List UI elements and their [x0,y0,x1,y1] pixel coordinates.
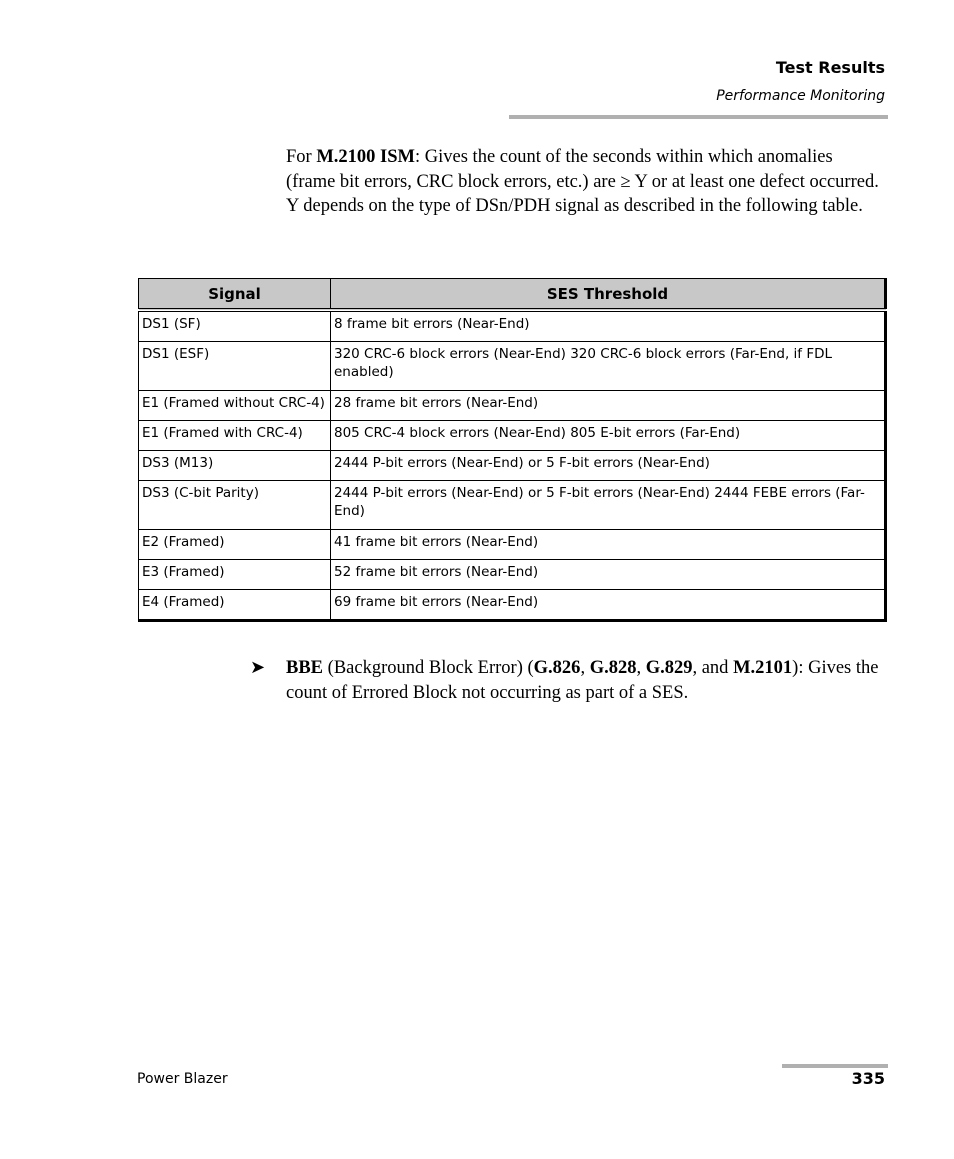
signal-cell: E2 (Framed) [139,530,331,560]
signal-cell: E4 (Framed) [139,590,331,621]
threshold-cell: 41 frame bit errors (Near-End) [331,530,886,560]
bbe-text: Gives the count of Errored Block not occurring as part of a SES. [286,658,879,703]
bbe-paragraph [286,656,886,705]
intro-paragraph [286,145,886,219]
threshold-cell: 52 frame bit errors (Near-End) [331,560,886,590]
bbe-expansion: (Background Block Error) ( [323,658,534,678]
bbe-term: BBE [286,658,324,678]
section-subtitle: Performance Monitoring [716,88,885,104]
threshold-cell: 2444 P-bit errors (Near-End) or 5 F-bit errors (Near-End) 2444 FEBE errors (Far-End) [331,481,886,530]
table-row [139,530,886,560]
table-row [139,590,886,621]
standard-m2101: M.2101 [733,658,793,678]
column-header-ses-threshold: SES Threshold [331,279,886,311]
header-rule [509,115,888,119]
threshold-cell: 2444 P-bit errors (Near-End) or 5 F-bit errors (Near-End) [331,451,886,481]
signal-cell: E1 (Framed with CRC-4) [139,421,331,451]
footer-product-name: Power Blazer [137,1071,228,1087]
table-row [139,560,886,590]
intro-text: : Gives the count of the seconds within which anomalies (frame bit errors, CRC block errors, etc.) are ≥ Y or at least one defect occurred. Y depends on the type of DSn/PDH signal as described in the following table. [286,147,879,217]
table-row [139,451,886,481]
separator: , [636,658,646,678]
signal-cell: E1 (Framed without CRC-4) [139,391,331,421]
separator: , [580,658,590,678]
signal-cell: DS3 (M13) [139,451,331,481]
threshold-cell: 8 frame bit errors (Near-End) [331,310,886,342]
standard-g829: G.829 [645,658,693,678]
intro-term: M.2100 ISM [316,147,415,167]
signal-cell: DS3 (C-bit Parity) [139,481,331,530]
signal-cell: E3 (Framed) [139,560,331,590]
table-row [139,481,886,530]
threshold-cell: 805 CRC-4 block errors (Near-End) 805 E-bit errors (Far-End) [331,421,886,451]
threshold-cell: 320 CRC-6 block errors (Near-End) 320 CRC-6 block errors (Far-End, if FDL enabled) [331,342,886,391]
intro-prefix: For [286,147,317,167]
footer-rule [782,1064,888,1068]
section-title: Test Results [775,58,885,77]
table-row [139,391,886,421]
table-header-row [139,279,886,311]
threshold-cell: 69 frame bit errors (Near-End) [331,590,886,621]
ses-threshold-table [138,278,887,622]
column-header-signal: Signal [139,279,331,311]
table-row [139,310,886,342]
signal-cell: DS1 (SF) [139,310,331,342]
table-row [139,421,886,451]
standard-g826: G.826 [533,658,581,678]
bbe-paren-close: ): [792,658,804,678]
page-number: 335 [851,1069,885,1088]
standard-g828: G.828 [589,658,637,678]
separator: , and [692,658,734,678]
table-row [139,342,886,391]
bullet-arrow-icon: ➤ [250,657,266,678]
signal-cell: DS1 (ESF) [139,342,331,391]
threshold-cell: 28 frame bit errors (Near-End) [331,391,886,421]
